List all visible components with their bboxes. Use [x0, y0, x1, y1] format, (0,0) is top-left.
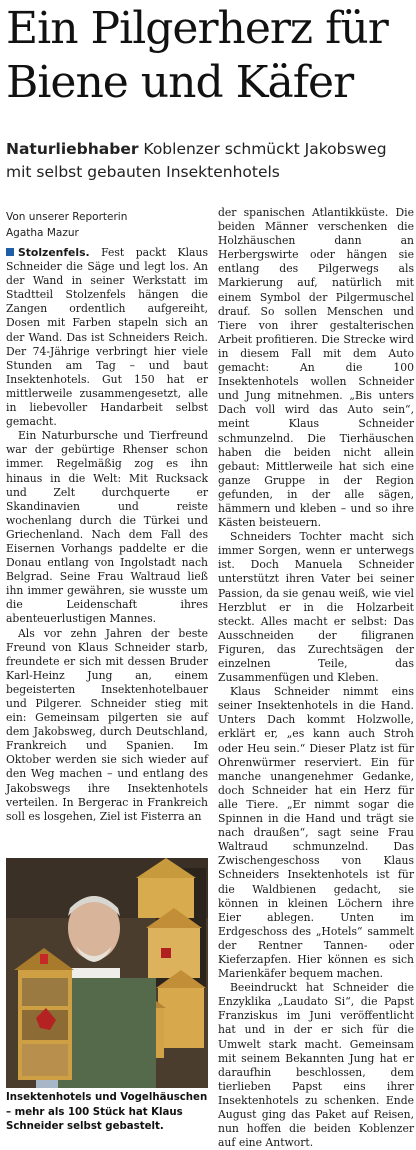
byline-author: Agatha Mazur [6, 227, 79, 239]
subhead-text: Koblenzer schmückt Jakobsweg mit selbst gebauten Insektenhotels [6, 140, 387, 181]
photo-insect-hotels [6, 858, 208, 1088]
paragraph-text: Fest packt Klaus Schneider die Säge und legt los. An der Wand in seiner Werkstatt im Stadtteil Stolzenfels hängen die Zangen ordentlich aufgereiht, Dosen mit Farben stapeln sich an der Wand. Das ist Schneiders Reich. Der 74-Jährige verbringt hier viele Stunden am Tag – und baut Insektenhotels. Gut 150 hat er mittlerweile zusammengesetzt, alle in liebevoller Handarbeit selbst gemacht. [6, 246, 208, 429]
byline [6, 209, 206, 241]
paragraph: Ein Naturbursche und Tierfreund war der gebürtige Rhenser schon immer. Regelmäßig zog es ihn hinaus in die Welt: Mit Rucksack und Zelt durchquerte er Skandinavien und reiste wochenlang durch die Türkei und Griechenland. Nach dem Fall des Eisernen Vorhangs paddelte er die Donau entlang von Ingolstadt nach Belgrad. Seine Frau Waltraud ließ ihn immer gewähren, sie wusste um die Leidenschaft ihres abenteuerlustigen Mannes. [6, 429, 208, 626]
headline-line-1: Ein Pilgerherz für [6, 3, 388, 54]
section-marker-icon [6, 248, 14, 256]
article-column-2 [218, 206, 414, 1150]
paragraph: Klaus Schneider nimmt eins seiner Insektenhotels in die Hand. Unters Dach kommt Holzwolle, erklärt er, „es kann auch Stroh oder Heu sein.“ Dieser Platz ist für Ohrenwürmer reserviert. Ein für manche unangenehmer Gedanke, doch Schneider hat ein Herz für alle Tiere. „Er nimmt sogar die Spinnen in die Hand und trägt sie nach draußen“, sagt seine Frau Waltraud schmunzelnd. Das Zwischengeschoss von Klaus Schneiders Insektenhotels ist für die Waldbienen gedacht, sie können in kleinen Löchern ihre Eier ablegen. Unten im Erdgeschoss des „Hotels“ sammelt der Rentner Tannen- oder Kieferzapfen. Hier können es sich Marienkäfer bequem machen. [218, 685, 414, 981]
dateline: Stolzenfels. [18, 246, 90, 259]
paragraph: Schneiders Tochter macht sich immer Sorgen, wenn er unterwegs ist. Doch Manuela Schneider unterstützt ihren Vater bei seiner Passion, da sie genau weiß, wie viel Herzblut er in die Holzarbeit steckt. Alles macht er selbst: Das Ausschneiden der filigranen Figuren, das Zurechtsägen der einzelnen Teile, das Zusammenfügen und Kleben. [218, 530, 414, 685]
paragraph: Als vor zehn Jahren der beste Freund von Klaus Schneider starb, freundete er sich mit dessen Bruder Karl-Heinz Jung an, einem begeisterten Insektenhotelbauer und Pilgerer. Schneider stieg mit ein: Gemeinsam pilgerten sie auf dem Jakobsweg, durch Deutschland, Frankreich und Spanien. Im Oktober werden sie sich wieder auf den Weg machen – und entlang des Jakobswegs ihre Insektenhotels verteilen. In Bergerac in Frankreich soll es losgehen, Ziel ist Fisterra an [6, 626, 208, 823]
paragraph: der spanischen Atlantikküste. Die beiden Männer verschenken die Holzhäuschen dann an Herbergswirte oder hängen sie entlang des Pilgerwegs als Markierung auf, natürlich mit einem Symbol der Pilgermuschel drauf. So sollen Menschen und Tiere von ihrer gestalterischen Arbeit profitieren. Die Strecke wird in diesem Fall mit dem Auto gemacht: An die 100 Insektenhotels wollen Schneider und Jung mitnehmen. „Bis unters Dach voll wird das Auto sein“, meint Klaus Schneider schmunzelnd. Die Tierhäuschen haben die beiden nicht allein gebaut: Mittlerweile hat sich eine ganze Gruppe in der Region gefunden, in der alle sägen, hämmern und kleben – und so ihre Kästen beisteuern. [218, 206, 414, 530]
paragraph: Beeindruckt hat Schneider die Enzyklika „Laudato Si“, die Papst Franziskus im Juni veröffentlicht hat und in der er sich für die Umwelt stark macht. Gemeinsam mit seinem Bekannten Jung hat er daraufhin beschlossen, dem tierlieben Papst eins ihrer Insektenhotels zu schenken. Ende August ging das Paket auf Reisen, nun hoffen die beiden Koblenzer auf eine Antwort. [218, 981, 414, 1150]
headline-line-2: Biene und Käfer [6, 57, 354, 108]
article-column-1 [6, 246, 208, 852]
headline [6, 2, 414, 110]
byline-prefix: Von unserer Reporterin [6, 211, 128, 223]
photo-caption: Insektenhotels und Vogelhäuschen – mehr als 100 Stück hat Klaus Schneider selbst gebastelt. [6, 1092, 208, 1132]
subheadline [6, 138, 410, 184]
paragraph [6, 246, 208, 429]
subhead-kicker: Naturliebhaber [6, 140, 139, 158]
photo-illustration [6, 858, 208, 1088]
